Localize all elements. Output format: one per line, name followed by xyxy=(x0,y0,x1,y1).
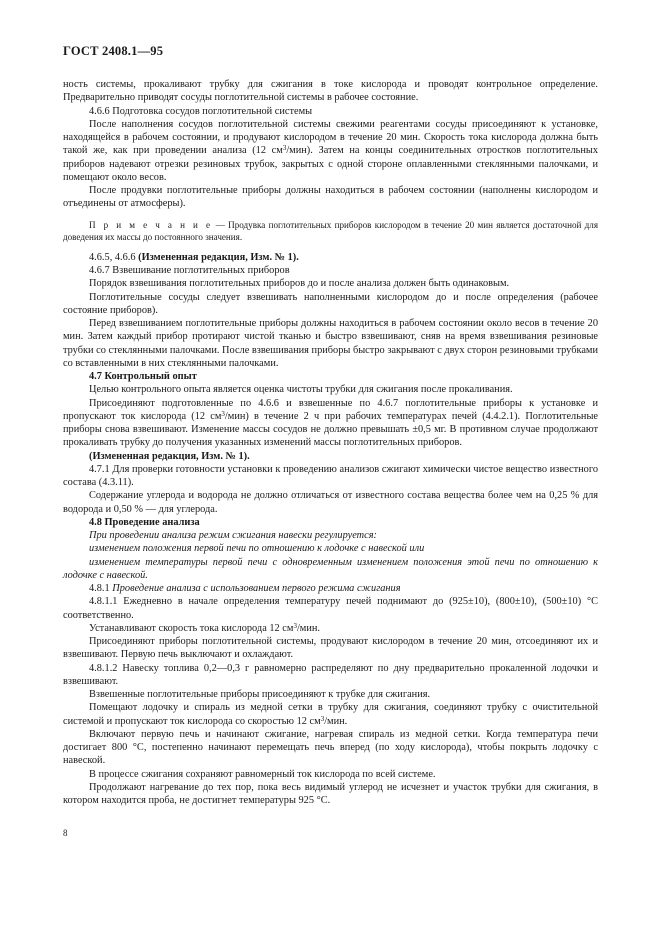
page-number: 8 xyxy=(63,828,68,838)
paragraph: изменением положения первой печи по отношению к лодочке с навеской или xyxy=(89,543,425,555)
amendment-note: 4.6.5, 4.6.6 (Измененная редакция, Изм. № 1). xyxy=(89,251,299,263)
paragraph: Взвешенные поглотительные приборы присоединяют к трубке для сжигания. xyxy=(89,689,431,701)
paragraph: Целью контрольного опыта является оценка чистоты трубки для сжигания после прокаливания. xyxy=(89,384,513,396)
section-heading: 4.8 Проведение анализа xyxy=(89,516,200,528)
paragraph: Включают первую печь и начинают сжигание, нагревая спираль из медной сетки. Когда температура печи достигает 800 °С, постепенно начинают перемещать печь вперед (по ходу кислорода), чтобы покрыть лодочку с навеской. xyxy=(63,728,598,767)
paragraph: 4.8.1.2 Навеску топлива 0,2—0,3 г равномерно распределяют по дну предварительно прокаленной лодочки и взвешивают. xyxy=(63,662,598,687)
note: П р и м е ч а н и е — Продувка поглотительных приборов кислородом в течение 20 мин является достаточной для доведения их массы до постоянного значения. xyxy=(63,219,598,242)
document-body xyxy=(63,78,598,807)
paragraph: В процессе сжигания сохраняют равномерный ток кислорода по всей системе. xyxy=(89,768,436,780)
paragraph: Присоединяют приборы поглотительной системы, продувают кислородом в течение 20 мин, отсоединяют их и взвешивают. Первую печь выключают и охлаждают. xyxy=(63,636,598,661)
paragraph: При проведении анализа режим сжигания навески регулируется: xyxy=(89,530,377,542)
paragraph: Перед взвешиванием поглотительные приборы должны находиться в рабочем состоянии около весов в течение 20 мин. Затем каждый прибор протирают чистой тканью и быстро взвешивают, сняв на время взвешивания резиновые трубки со стеклянными палочками. После взвешивания приборы быстро закрывают с двух сторон резиновыми трубками со вставленными в них стеклянными палочками. xyxy=(63,318,598,369)
paragraph: После продувки поглотительные приборы должны находиться в рабочем состоянии (наполнены кислородом и отъединены от атмосферы). xyxy=(63,185,598,210)
paragraph: ность системы, прокаливают трубку для сжигания в токе кислорода и проводят контрольное определение. Предварительно приводят сосуды поглотительной системы в рабочее состояние. xyxy=(63,79,598,104)
paragraph: Присоединяют подготовленные по 4.6.6 и взвешенные по 4.6.7 поглотительные приборы к установке и пропускают ток кислорода (12 $см^3/мин$) в течение 2 ч при рабочих температурах печей (4.4.2.1). Поглотительные приборы снова взвешивают. Изменение массы сосудов не должно превышать ±0,5 мг. В противном случае продолжают прокаливать трубку до получения указанных изменений массы поглотительных приборов. xyxy=(63,397,599,449)
paragraph: 4.8.1.1 Ежедневно в начале определения температуру печей поднимают до (925±10), (800±10), (500±10) °С соответственно. xyxy=(63,596,598,621)
paragraph: 4.7.1 Для проверки готовности установки к проведению анализов сжигают химически чистое вещество известного состава (4.3.11). xyxy=(63,463,598,489)
section-heading: 4.6.6 Подготовка сосудов поглотительной системы xyxy=(89,105,313,117)
section-heading: 4.6.7 Взвешивание поглотительных приборов xyxy=(89,265,290,277)
paragraph: Устанавливают скорость тока кислорода 12 $см^3$/мин. xyxy=(89,621,321,634)
paragraph: Поглотительные сосуды следует взвешивать наполненными кислородом до и после определения (рабочее состояние приборов). xyxy=(63,291,598,316)
section-heading: 4.7 Контрольный опыт xyxy=(89,371,197,383)
paragraph: После наполнения сосудов поглотительной системы свежими реагентами сосуды присоединяют к установке, находящейся в рабочем состоянии, и продувают кислородом в течение 20 мин. Скорость тока кислорода должна быть такой же, как при проведении анализа (12 $см^3/мин$). Затем на концы соединительных отростков поглотительных приборов надевают отрезки резиновых трубок, закрытых с одной стороне оплавленными стеклянными палочками, и помещают около весов. xyxy=(63,118,599,183)
paragraph: Содержание углерода и водорода не должно отличаться от известного состава вещества более чем на 0,25 % для водорода и 0,50 % — для углерода. xyxy=(63,490,598,515)
amendment-note: (Измененная редакция, Изм. № 1). xyxy=(89,450,250,462)
paragraph: Порядок взвешивания поглотительных приборов до и после анализа должен быть одинаковым. xyxy=(89,278,510,290)
paragraph: Помещают лодочку и спираль из медной сетки в трубку для сжигания, соединяют трубку с очистительной системой и пропускают ток кислорода со скоростью 12 $см^3$/мин. xyxy=(63,702,598,727)
section-heading: 4.8.1 Проведение анализа с использованием первого режима сжигания xyxy=(89,583,401,595)
paragraph: изменением температуры первой печи с одновременным изменением положения этой печи по отношению к лодочке с навеской. xyxy=(63,556,598,581)
document-header: ГОСТ 2408.1—95 xyxy=(63,44,164,58)
paragraph: Продолжают нагревание до тех пор, пока весь видимый углерод не исчезнет и участок трубки для сжигания, в котором находится проба, не достигнет температуры 925 °С. xyxy=(63,781,598,807)
